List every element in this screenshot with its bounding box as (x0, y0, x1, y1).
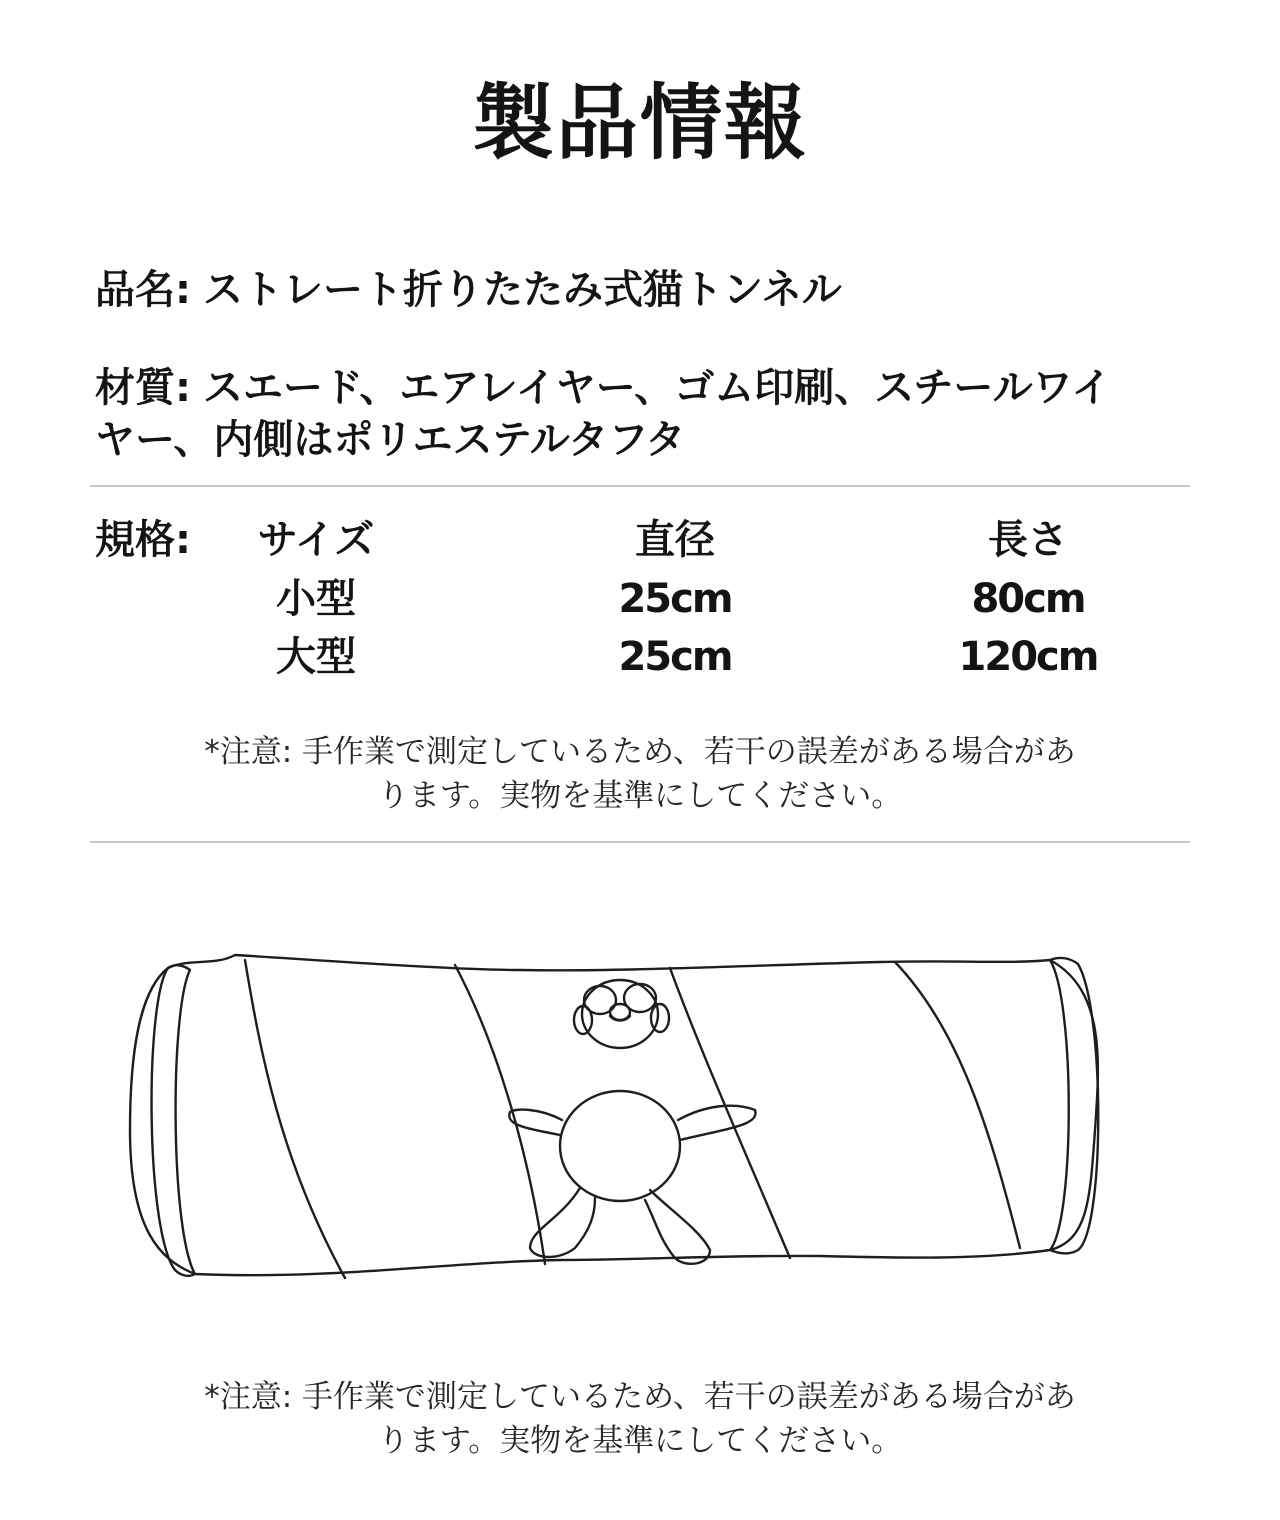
tunnel-right-opening (1050, 958, 1098, 1253)
material-label: 材質: (95, 365, 191, 411)
note-top-line2: ります。実物を基準にしてください。 (377, 778, 903, 814)
spec-row-small-size: 小型 (276, 576, 356, 622)
page-title: 製品情報 (471, 76, 808, 171)
measurement-note-top (140, 730, 1140, 818)
tunnel-seam-3 (670, 968, 790, 1258)
spec-row-large-length: 120cm (958, 634, 1098, 680)
spec-header-size: サイズ (257, 517, 375, 563)
spec-row-large-diameter: 25cm (618, 634, 732, 680)
material-value-line1: スエード、エアレイヤー、ゴム印刷、スチールワイ (203, 365, 1112, 411)
spec-header-diameter: 直径 (635, 517, 715, 563)
note-bottom-line1: *注意: 手作業で測定しているため、若干の誤差がある場合があ (204, 1379, 1076, 1415)
material-row (95, 362, 1195, 466)
spec-row-large-size: 大型 (276, 634, 356, 680)
tunnel-seam-4 (895, 962, 1020, 1248)
spec-row-small-length: 80cm (971, 576, 1085, 622)
product-name-value: ストレート折りたたみ式猫トンネル (203, 267, 842, 313)
material-value-line2: ヤー、内側はポリエステルタフタ (95, 417, 686, 463)
spec-header-length: 長さ (988, 517, 1068, 563)
divider-top (90, 485, 1190, 487)
product-name-row (95, 264, 1195, 316)
spec-label: 規格: (95, 517, 191, 563)
note-bottom-line2: ります。実物を基準にしてください。 (377, 1423, 903, 1459)
measurement-note-bottom (140, 1375, 1140, 1463)
tunnel-seam-2 (455, 965, 545, 1264)
product-name-label: 品名: (95, 267, 191, 313)
bear-toy-icon (509, 980, 755, 1264)
note-top-line1: *注意: 手作業で測定しているため、若干の誤差がある場合があ (204, 734, 1076, 770)
cat-tunnel-illustration-icon (120, 930, 1160, 1310)
tunnel-seam-1 (245, 960, 345, 1278)
tunnel-outline (130, 955, 1098, 1275)
spec-row-small-diameter: 25cm (618, 576, 732, 622)
divider-bottom (90, 841, 1190, 843)
tunnel-left-opening (152, 965, 195, 1276)
